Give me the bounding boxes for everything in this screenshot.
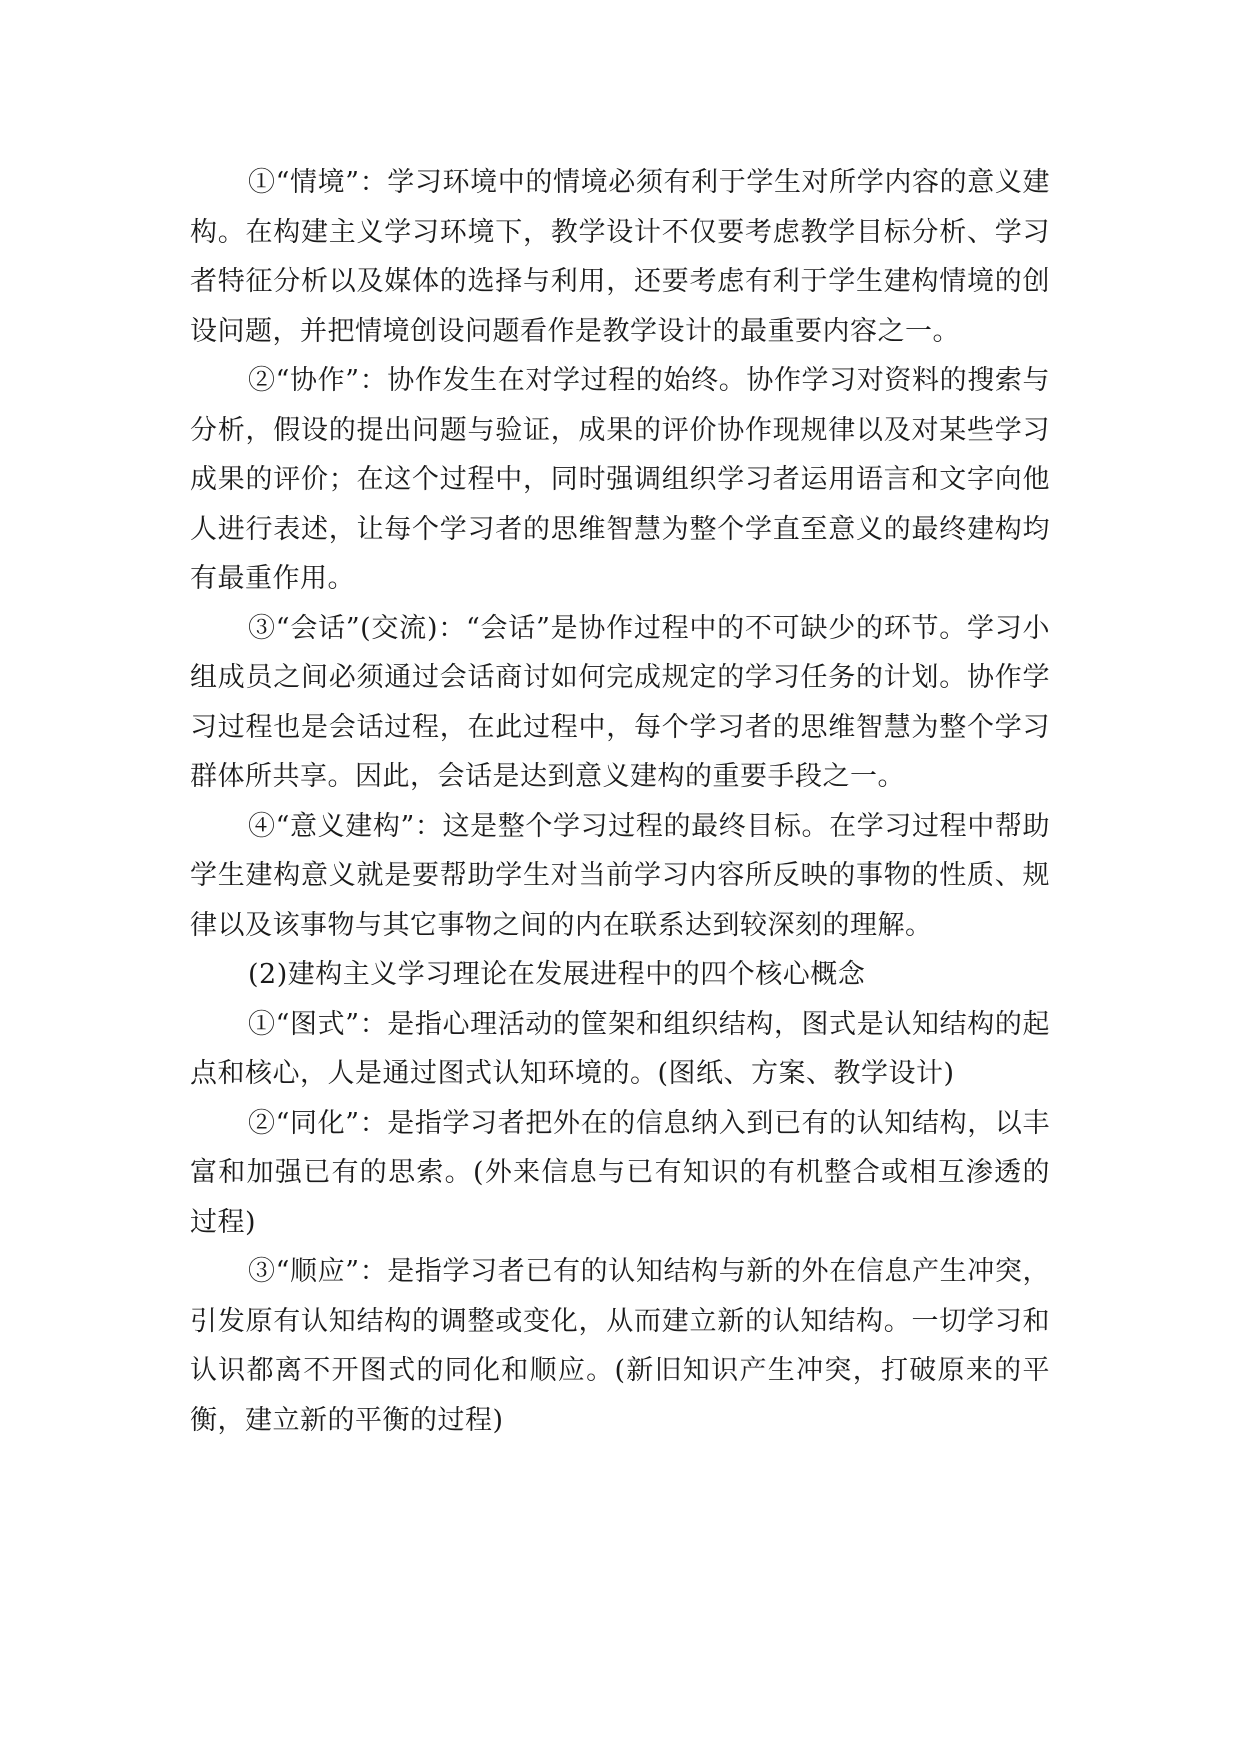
document-body — [190, 158, 1050, 1445]
paragraph-schema: ①“图式”：是指心理活动的筐架和组织结构，图式是认知结构的起点和核心，人是通过图式认知环境的。(图纸、方案、教学设计) — [190, 1008, 1050, 1089]
paragraph-conversation: ③“会话”(交流)：“会话”是协作过程中的不可缺少的环节。学习小组成员之间必须通过会话商讨如何完成规定的学习任务的计划。协作学习过程也是会话过程，在此过程中，每个学习者的思维智慧为整个学习群体所共享。因此，会话是达到意义建构的重要手段之一。 — [190, 612, 1050, 792]
paragraph-meaning-construction: ④“意义建构”：这是整个学习过程的最终目标。在学习过程中帮助学生建构意义就是要帮助学生对当前学习内容所反映的事物的性质、规律以及该事物与其它事物之间的内在联系达到较深刻的理解。 — [190, 810, 1050, 941]
paragraph-assimilation: ②“同化”：是指学习者把外在的信息纳入到已有的认知结构，以丰富和加强已有的思索。(外来信息与已有知识的有机整合或相互渗透的过程) — [190, 1107, 1050, 1238]
section-heading-core-concepts: (2)建构主义学习理论在发展进程中的四个核心概念 — [248, 959, 866, 990]
paragraph-collaboration: ②“协作”：协作发生在对学过程的始终。协作学习对资料的搜索与分析，假设的提出问题与验证，成果的评价协作现规律以及对某些学习成果的评价；在这个过程中，同时强调组织学习者运用语言和文字向他人进行表述，让每个学习者的思维智慧为整个学直至意义的最终建构均有最重作用。 — [190, 365, 1050, 594]
paragraph-accommodation: ③“顺应”：是指学习者已有的认知结构与新的外在信息产生冲突，引发原有认知结构的调整或变化，从而建立新的认知结构。一切学习和认识都离不开图式的同化和顺应。(新旧知识产生冲突，打破原来的平衡，建立新的平衡的过程) — [190, 1256, 1050, 1436]
paragraph-situation: ①“情境”：学习环境中的情境必须有利于学生对所学内容的意义建构。在构建主义学习环境下，教学设计不仅要考虑教学目标分析、学习者特征分析以及媒体的选择与利用，还要考虑有利于学生建构情境的创设问题，并把情境创设问题看作是教学设计的最重要内容之一。 — [190, 167, 1050, 347]
